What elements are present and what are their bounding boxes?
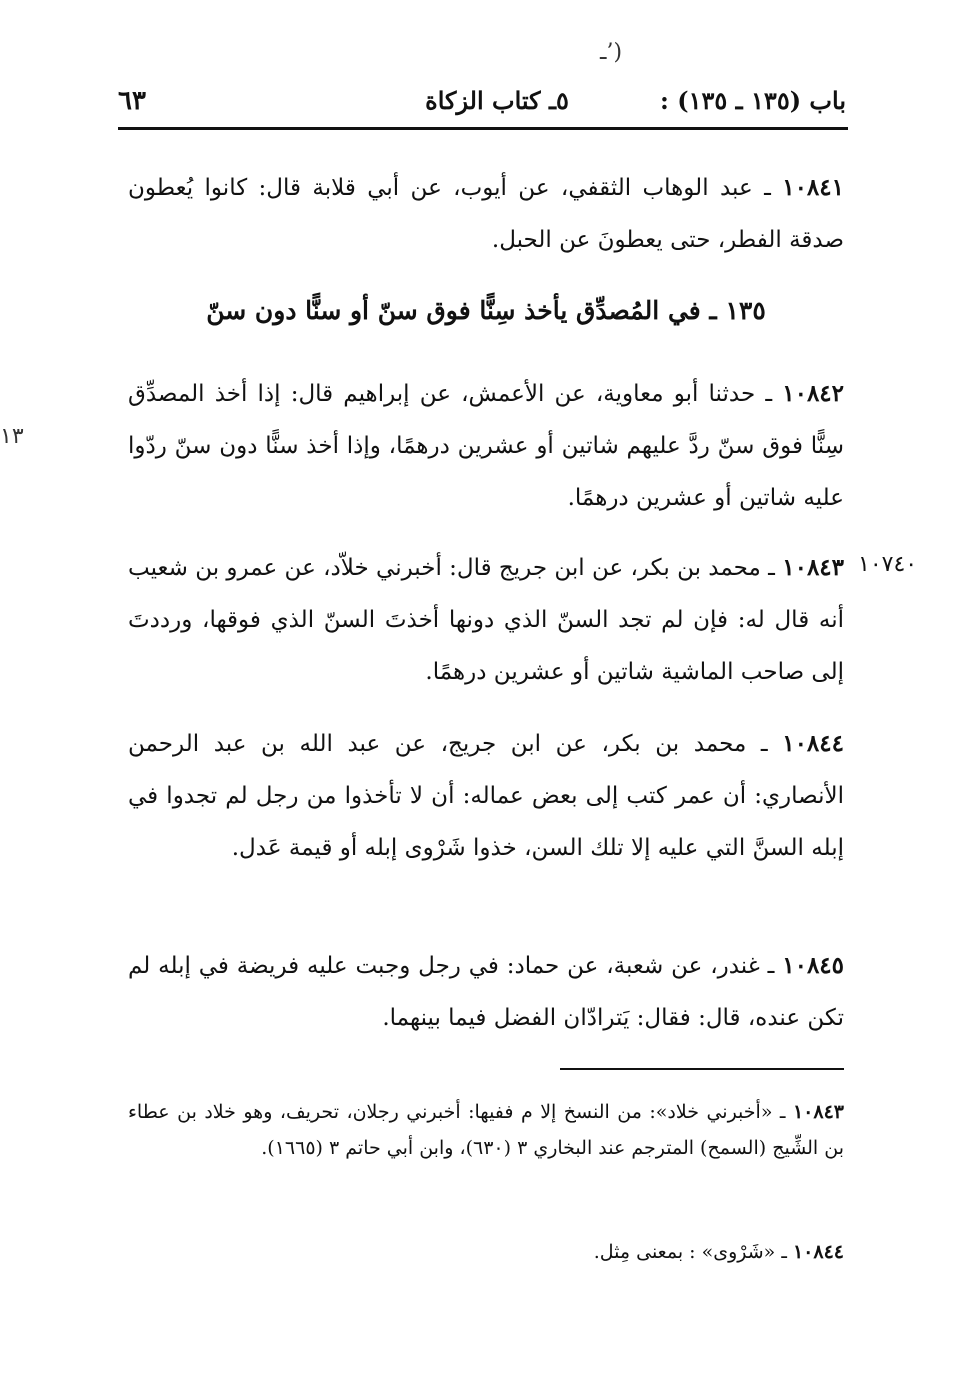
page-number: ٦٣ (118, 86, 146, 116)
margin-cross-reference: ١٠٧٤٠ (858, 552, 918, 577)
footnote-text: ـ «شَرْوى» : بمعنى مِثل. (593, 1241, 787, 1263)
entry-number: ١٠٨٤٤ (782, 730, 844, 757)
hadith-entry (128, 542, 844, 698)
hadith-entry (128, 162, 844, 266)
entry-text: ـ محمد بن بكر، عن ابن جريج، عن عبد الله بن عبد الرحمن الأنصاري: أن عمر كتب إلى بعض عماله: أن لا تأخذوا من رجل لم تجدوا في إبله السنَّ التي عليه إلا تلك السن، خذوا شَرْوى إبله أو قيمة عَدل. (128, 731, 844, 861)
entry-number: ١٠٨٤٢ (782, 380, 845, 407)
footnote-number: ١٠٨٤٣ (792, 1101, 844, 1123)
section-heading: ١٣٥ ـ في المُصدِّق يأخذ سِنًّا فوق سنّ أو سنًّا دون سنّ (206, 296, 766, 325)
scan-artifact-left-margin: ١٣ (0, 424, 24, 449)
footnote (128, 1234, 844, 1270)
footnote-divider (560, 1068, 844, 1070)
hadith-entry (128, 940, 844, 1044)
hadith-entry (128, 718, 844, 874)
footnote-number: ١٠٨٤٤ (792, 1241, 844, 1263)
entry-text: ـ حدثنا أبو معاوية، عن الأعمش، عن إبراهيم قال: إذا أخذ المصدِّق سِنًّا فوق سنّ ردَّ عليهم شاتين أو عشرين درهمًا، وإذا أخذ سنًّا دون سنّ ردّوا عليه شاتين أو عشرين درهمًا. (128, 381, 844, 511)
scan-artifact-top: ـ’) (600, 40, 623, 65)
footnote-text: ـ «أخبرني خلاد»: من النسخ إلا م ففيها: أخبرني رجلان، تحريف، وهو خلاد بن عطاء بن الشِّيج (السمح) المترجم عند البخاري ٣ (٦٣٠)، وابن أبي حاتم ٣ (١٦٦٥). (128, 1101, 844, 1159)
chapter-range: باب (١٣٥ ـ ١٣٥) : (660, 86, 846, 115)
entry-number: ١٠٨٤١ (782, 174, 844, 201)
header-divider (118, 127, 848, 130)
footnote (128, 1094, 844, 1166)
entry-text: ـ عبد الوهاب الثقفي، عن أيوب، عن أبي قلابة قال: كانوا يُعطون صدقة الفطر، حتى يعطونَ عن الحبل. (128, 175, 844, 253)
entry-number: ١٠٨٤٣ (782, 554, 845, 581)
book-title: ٥ـ كتاب الزكاة (425, 86, 569, 115)
entry-text: ـ غندر، عن شعبة، عن حماد: في رجل وجبت عليه فريضة في إبله لم تكن عنده، قال: فقال: يَترادّان الفضل فيما بينهما. (128, 953, 844, 1031)
entry-text: ـ محمد بن بكر، عن ابن جريج قال: أخبرني خلاّد، عن عمرو بن شعيب أنه قال له: فإن لم تجد السنّ الذي دونها أخذتَ السنّ الذي فوقها، ورددتَ إلى صاحب الماشية شاتين أو عشرين درهمًا. (128, 555, 844, 685)
hadith-entry (128, 368, 844, 524)
entry-number: ١٠٨٤٥ (782, 952, 845, 979)
running-header (118, 82, 846, 122)
